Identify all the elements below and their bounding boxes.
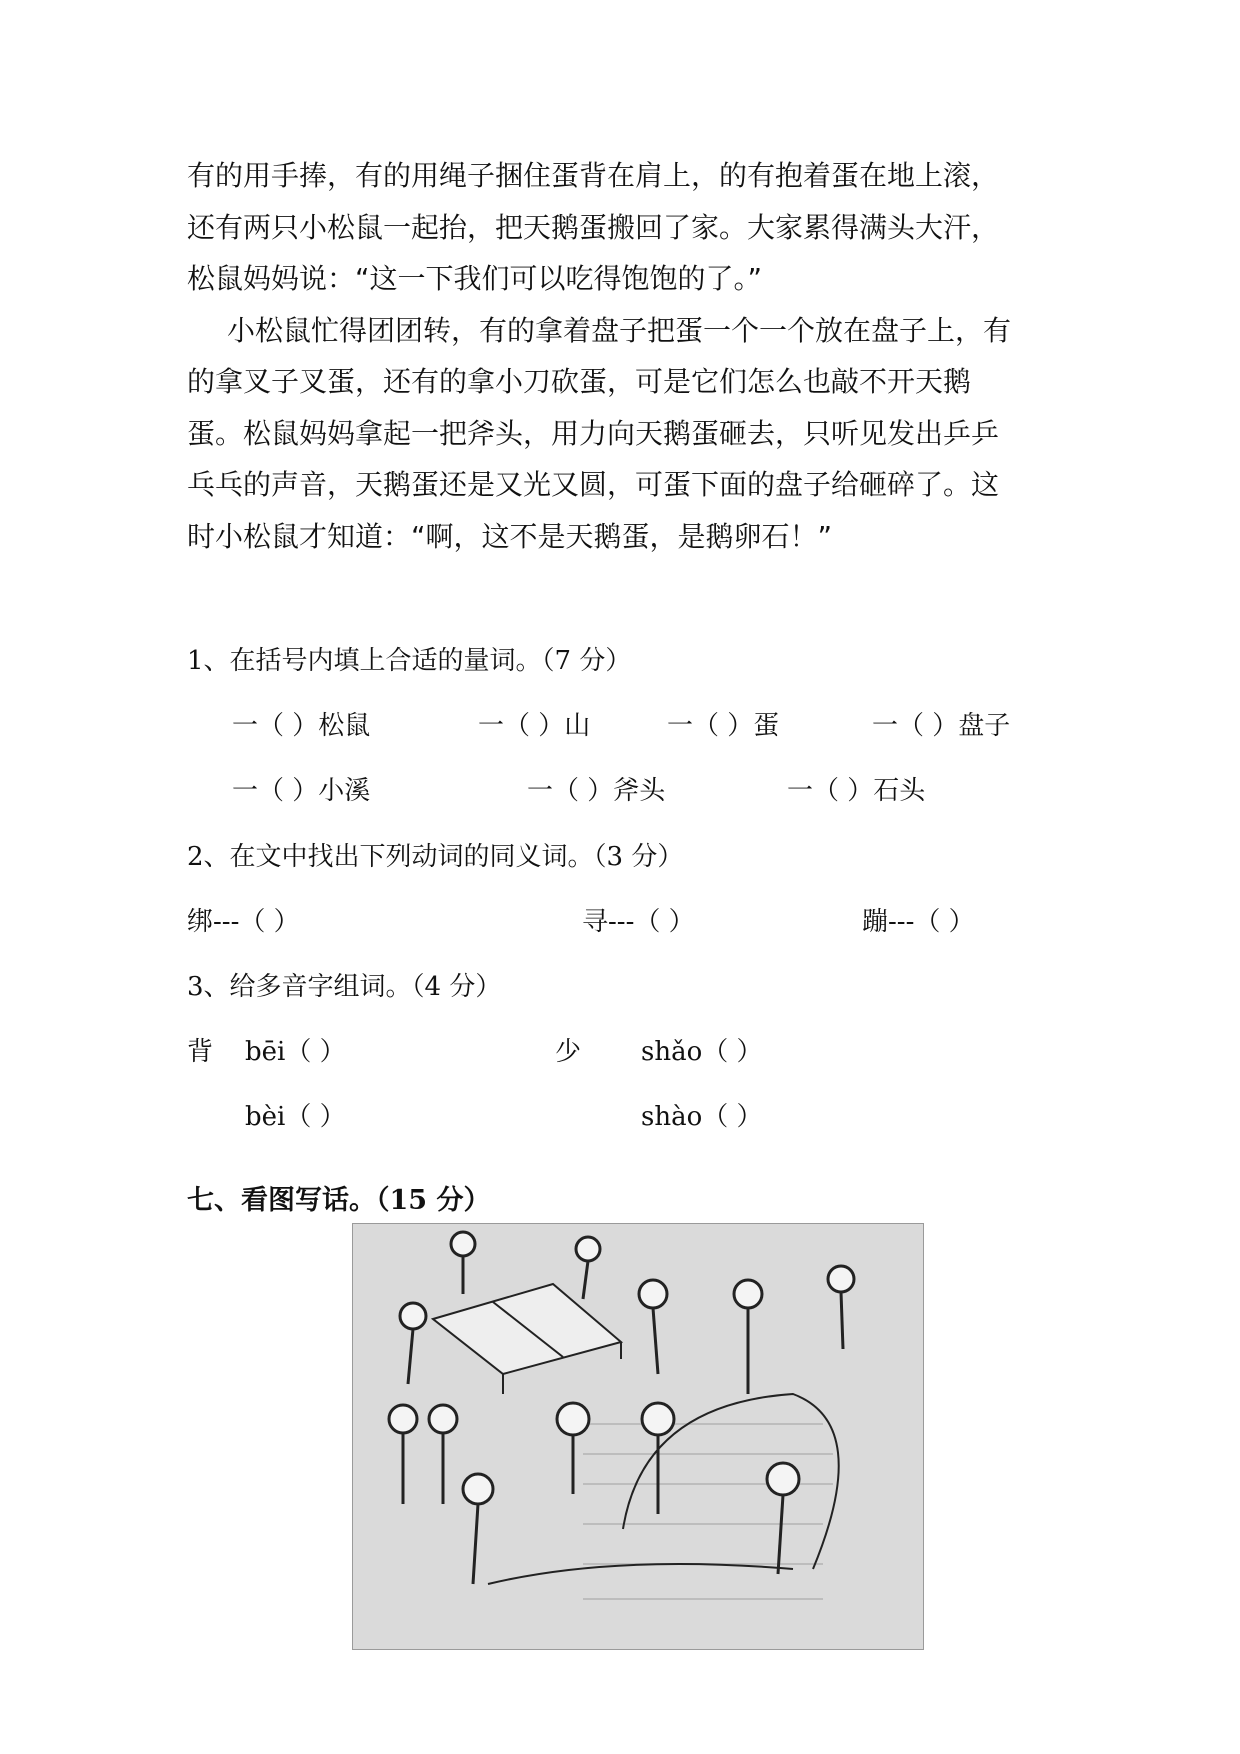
polyphone-char: 少 — [555, 1037, 582, 1067]
question-3-title: 3、给多音字组词。（4 分） — [187, 972, 502, 1002]
measure-word-blank[interactable]: 一（ ）松鼠 — [232, 711, 371, 741]
synonym-blank[interactable]: 寻---（ ） — [582, 907, 695, 937]
story-line: 时小松鼠才知道：“啊，这不是天鹅蛋，是鹅卵石！” — [187, 519, 833, 553]
measure-word-blank[interactable]: 一（ ）盘子 — [872, 711, 1011, 741]
question-2-row — [187, 901, 1062, 935]
story-text — [187, 150, 1067, 562]
section-7-title: 七、看图写话。（15 分） — [187, 1185, 491, 1216]
question-2-title: 2、在文中找出下列动词的同义词。（3 分） — [187, 842, 684, 872]
question-1-row-2 — [232, 770, 1062, 804]
pinyin-blank[interactable]: shào（ ） — [641, 1102, 763, 1132]
story-line: 有的用手捧，有的用绳子捆住蛋背在肩上，的有抱着蛋在地上滚， — [187, 159, 1000, 192]
measure-word-blank[interactable]: 一（ ）蛋 — [667, 711, 780, 741]
question-1-title: 1、在括号内填上合适的量词。（7 分） — [187, 646, 632, 676]
measure-word-blank[interactable]: 一（ ）山 — [478, 711, 591, 741]
story-line: 还有两只小松鼠一起抬，把天鹅蛋搬回了家。大家累得满头大汗， — [187, 210, 1000, 244]
children-playing-illustration — [353, 1224, 923, 1649]
synonym-blank[interactable]: 蹦---（ ） — [862, 907, 975, 937]
synonym-blank[interactable]: 绑---（ ） — [187, 907, 300, 937]
story-line: 蛋。松鼠妈妈拿起一把斧头，用力向天鹅蛋砸去，只听见发出乒乒 — [187, 416, 1000, 450]
story-line: 松鼠妈妈说：“这一下我们可以吃得饱饱的了。” — [187, 262, 763, 295]
polyphone-char: 背 — [187, 1037, 214, 1067]
question-1-row-1 — [232, 705, 1062, 739]
pinyin-blank[interactable]: shǎo（ ） — [641, 1037, 763, 1067]
pinyin-blank[interactable]: bèi（ ） — [245, 1102, 346, 1132]
measure-word-blank[interactable]: 一（ ）小溪 — [232, 776, 371, 806]
story-line: 小松鼠忙得团团转，有的拿着盘子把蛋一个一个放在盘子上，有 — [227, 313, 1012, 347]
picture-children-playing — [352, 1223, 924, 1650]
question-3-row-1 — [187, 1031, 1062, 1065]
question-3-row-2 — [187, 1096, 1062, 1130]
story-line: 乓乓的声音，天鹅蛋还是又光又圆，可蛋下面的盘子给砸碎了。这 — [187, 468, 1000, 501]
measure-word-blank[interactable]: 一（ ）斧头 — [527, 776, 666, 806]
story-line: 的拿叉子叉蛋，还有的拿小刀砍蛋，可是它们怎么也敲不开天鹅 — [187, 365, 972, 398]
measure-word-blank[interactable]: 一（ ）石头 — [787, 776, 926, 806]
pinyin-blank[interactable]: bēi（ ） — [245, 1037, 346, 1067]
